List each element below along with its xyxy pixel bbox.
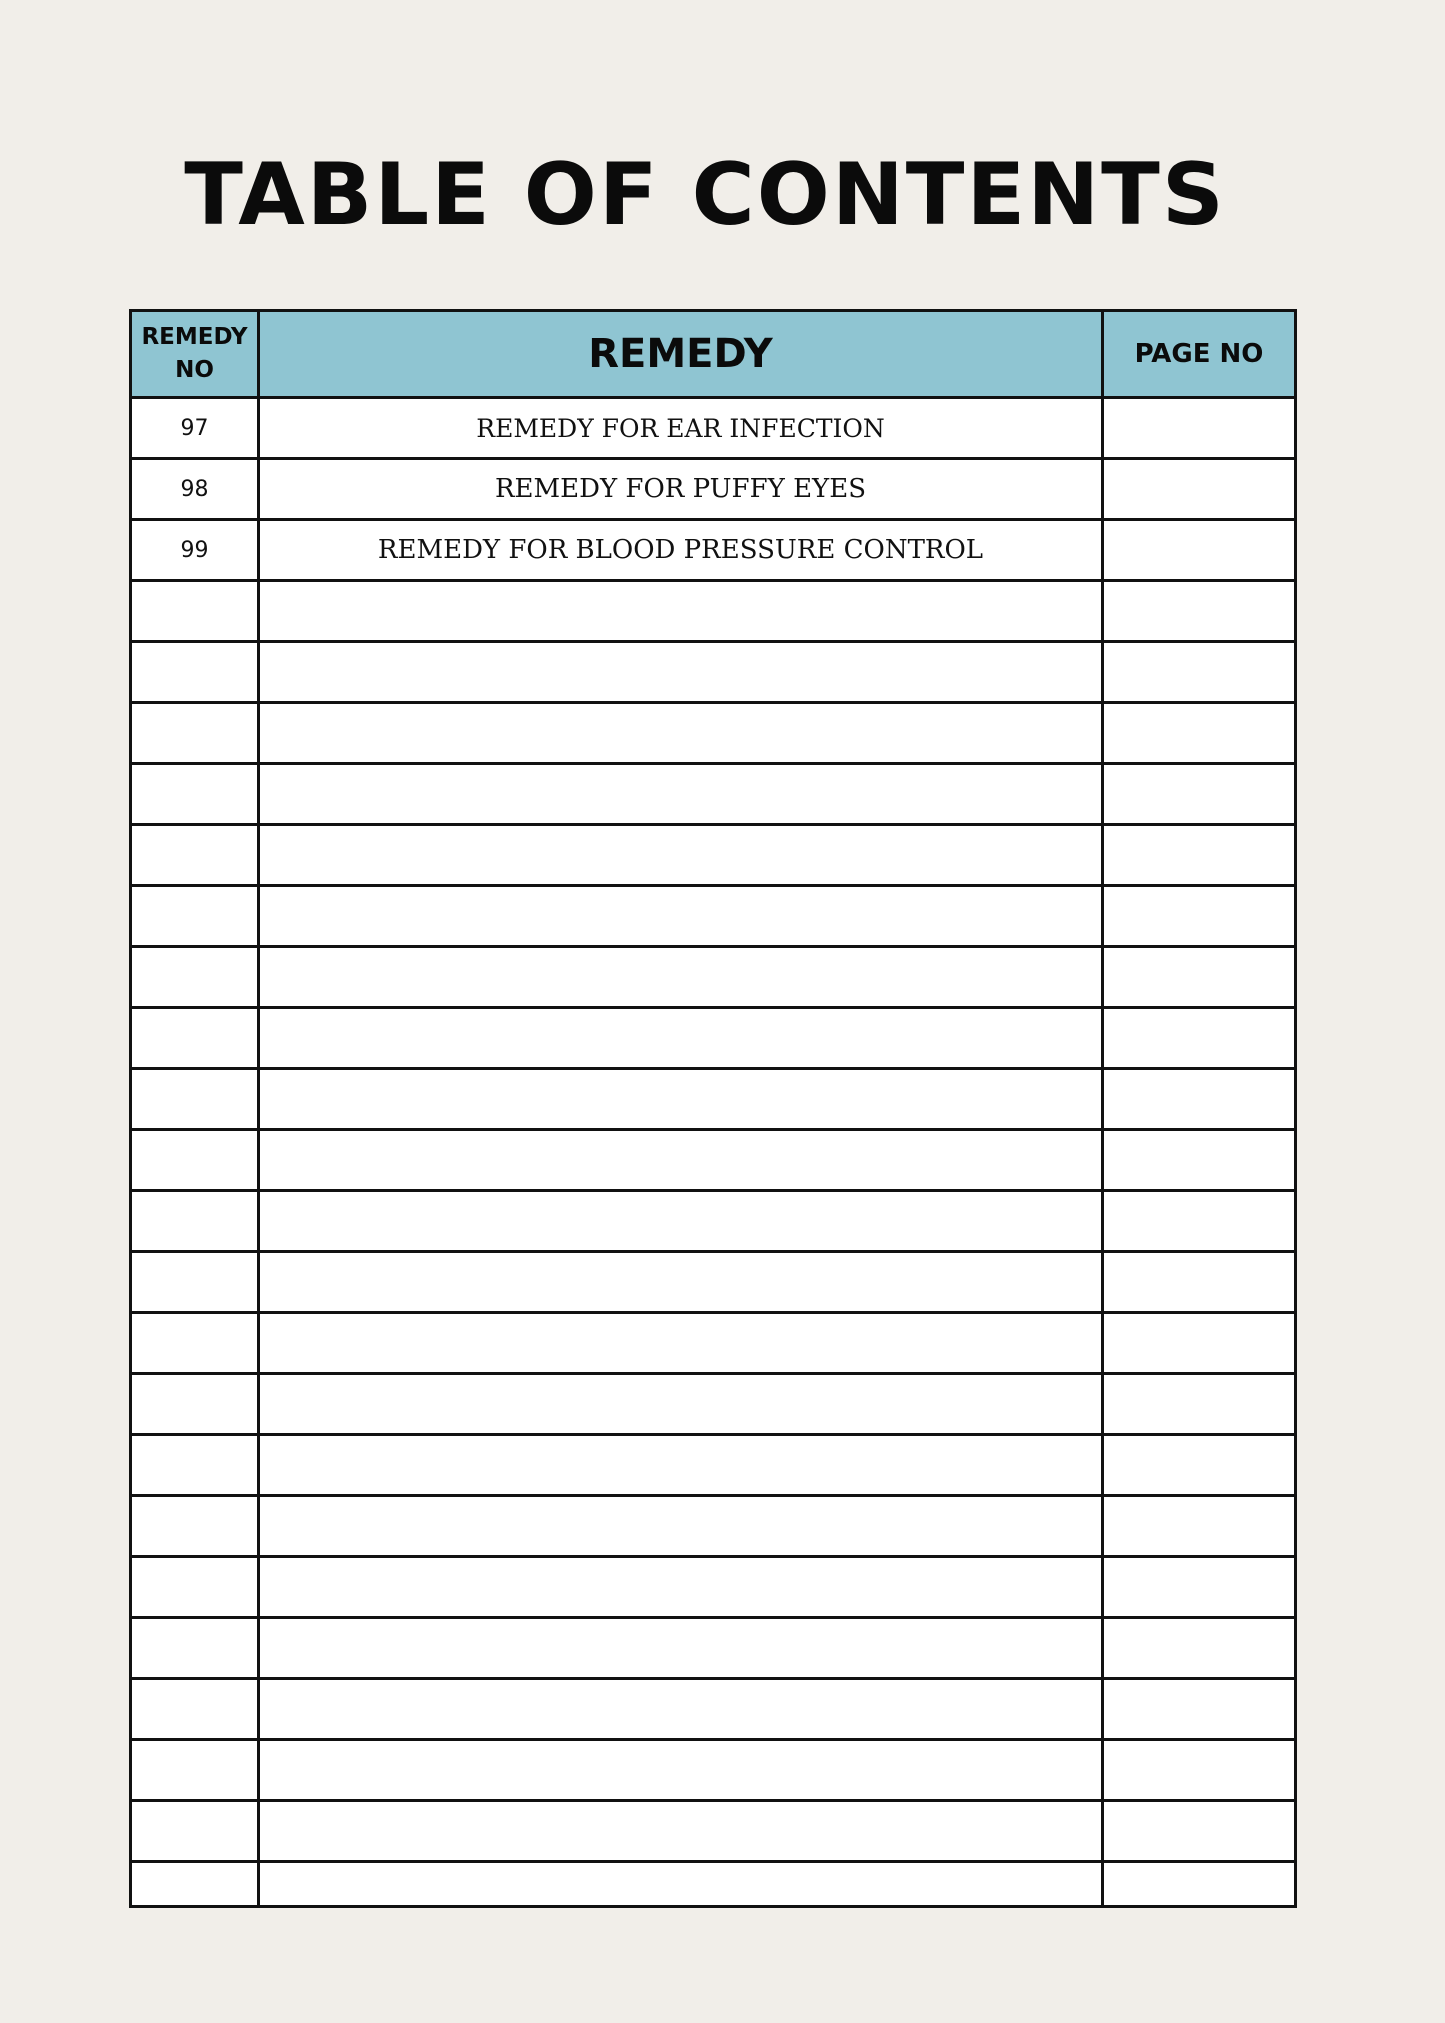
row-page-no <box>1103 398 1296 459</box>
row-remedy-name: REMEDY FOR EAR INFECTION <box>259 398 1103 459</box>
row-page-no <box>1103 581 1296 642</box>
row-remedy-name <box>259 947 1103 1008</box>
table-row-empty <box>131 703 1296 764</box>
header-remedy: REMEDY <box>259 311 1103 398</box>
row-page-no <box>1103 1435 1296 1496</box>
table-row-empty <box>131 1252 1296 1313</box>
contents-table <box>129 309 1297 1908</box>
row-remedy-name <box>259 1435 1103 1496</box>
row-remedy-no <box>131 764 259 825</box>
page-title: TABLE OF CONTENTS <box>184 145 1226 245</box>
row-remedy-no <box>131 642 259 703</box>
row-page-no <box>1103 1801 1296 1862</box>
table-row-empty <box>131 886 1296 947</box>
row-remedy-no <box>131 1435 259 1496</box>
row-page-no <box>1103 1557 1296 1618</box>
table-row-empty <box>131 947 1296 1008</box>
header-remedy-no-line1: REMEDY <box>141 324 248 350</box>
table-row <box>131 520 1296 581</box>
table-row <box>131 398 1296 459</box>
row-page-no <box>1103 703 1296 764</box>
row-remedy-no <box>131 1496 259 1557</box>
row-remedy-no <box>131 581 259 642</box>
row-remedy-name <box>259 1069 1103 1130</box>
row-remedy-name <box>259 1191 1103 1252</box>
row-page-no <box>1103 1618 1296 1679</box>
table-row-empty <box>131 1496 1296 1557</box>
table-row-empty <box>131 1801 1296 1862</box>
row-remedy-no <box>131 703 259 764</box>
row-remedy-name <box>259 886 1103 947</box>
row-remedy-name <box>259 1862 1103 1907</box>
row-remedy-name <box>259 1801 1103 1862</box>
row-remedy-no <box>131 1313 259 1374</box>
row-remedy-no <box>131 1679 259 1740</box>
row-page-no <box>1103 1313 1296 1374</box>
row-page-no <box>1103 1191 1296 1252</box>
row-remedy-no <box>131 1130 259 1191</box>
row-page-no <box>1103 1496 1296 1557</box>
row-remedy-no <box>131 1191 259 1252</box>
header-remedy-no-line2: NO <box>175 357 214 383</box>
header-remedy-no <box>131 311 259 398</box>
row-remedy-no: 99 <box>131 520 259 581</box>
row-remedy-no <box>131 1252 259 1313</box>
row-page-no <box>1103 1374 1296 1435</box>
table-row-empty <box>131 1008 1296 1069</box>
row-page-no <box>1103 1679 1296 1740</box>
row-remedy-no <box>131 1557 259 1618</box>
row-remedy-name <box>259 581 1103 642</box>
row-remedy-no <box>131 1374 259 1435</box>
row-page-no <box>1103 642 1296 703</box>
table-row-empty <box>131 1313 1296 1374</box>
header-row <box>131 311 1296 398</box>
row-page-no <box>1103 825 1296 886</box>
table-row-empty <box>131 1618 1296 1679</box>
row-remedy-no: 97 <box>131 398 259 459</box>
row-remedy-name <box>259 764 1103 825</box>
table-row-empty <box>131 1374 1296 1435</box>
table-row-empty <box>131 1862 1296 1907</box>
row-remedy-name <box>259 1557 1103 1618</box>
row-page-no <box>1103 459 1296 520</box>
row-remedy-no <box>131 886 259 947</box>
row-remedy-name <box>259 1252 1103 1313</box>
row-remedy-name <box>259 1008 1103 1069</box>
row-remedy-name <box>259 1313 1103 1374</box>
row-page-no <box>1103 1740 1296 1801</box>
row-remedy-no: 98 <box>131 459 259 520</box>
table-row-empty <box>131 1557 1296 1618</box>
header-page-no: PAGE NO <box>1103 311 1296 398</box>
row-remedy-name: REMEDY FOR PUFFY EYES <box>259 459 1103 520</box>
row-page-no <box>1103 947 1296 1008</box>
row-page-no <box>1103 886 1296 947</box>
table-row-empty <box>131 1740 1296 1801</box>
table-row-empty <box>131 1435 1296 1496</box>
table-row-empty <box>131 1679 1296 1740</box>
row-remedy-no <box>131 1618 259 1679</box>
row-page-no <box>1103 1008 1296 1069</box>
row-page-no <box>1103 764 1296 825</box>
row-page-no <box>1103 1130 1296 1191</box>
row-page-no <box>1103 1862 1296 1907</box>
table-row-empty <box>131 642 1296 703</box>
table-body <box>131 398 1296 1907</box>
row-remedy-no <box>131 1008 259 1069</box>
row-remedy-name <box>259 1740 1103 1801</box>
row-remedy-name <box>259 1130 1103 1191</box>
row-remedy-name: REMEDY FOR BLOOD PRESSURE CONTROL <box>259 520 1103 581</box>
row-remedy-name <box>259 825 1103 886</box>
row-remedy-name <box>259 703 1103 764</box>
row-remedy-name <box>259 1618 1103 1679</box>
row-remedy-name <box>259 642 1103 703</box>
row-remedy-no <box>131 947 259 1008</box>
row-page-no <box>1103 520 1296 581</box>
row-remedy-no <box>131 1740 259 1801</box>
table-row-empty <box>131 1130 1296 1191</box>
table-row-empty <box>131 1069 1296 1130</box>
row-remedy-name <box>259 1679 1103 1740</box>
row-remedy-name <box>259 1496 1103 1557</box>
row-remedy-no <box>131 1069 259 1130</box>
row-remedy-name <box>259 1374 1103 1435</box>
table-header <box>131 311 1296 398</box>
table-row-empty <box>131 764 1296 825</box>
table-row <box>131 459 1296 520</box>
row-page-no <box>1103 1252 1296 1313</box>
table-row-empty <box>131 1191 1296 1252</box>
table-row-empty <box>131 825 1296 886</box>
row-remedy-no <box>131 825 259 886</box>
row-page-no <box>1103 1069 1296 1130</box>
table-row-empty <box>131 581 1296 642</box>
row-remedy-no <box>131 1801 259 1862</box>
row-remedy-no <box>131 1862 259 1907</box>
